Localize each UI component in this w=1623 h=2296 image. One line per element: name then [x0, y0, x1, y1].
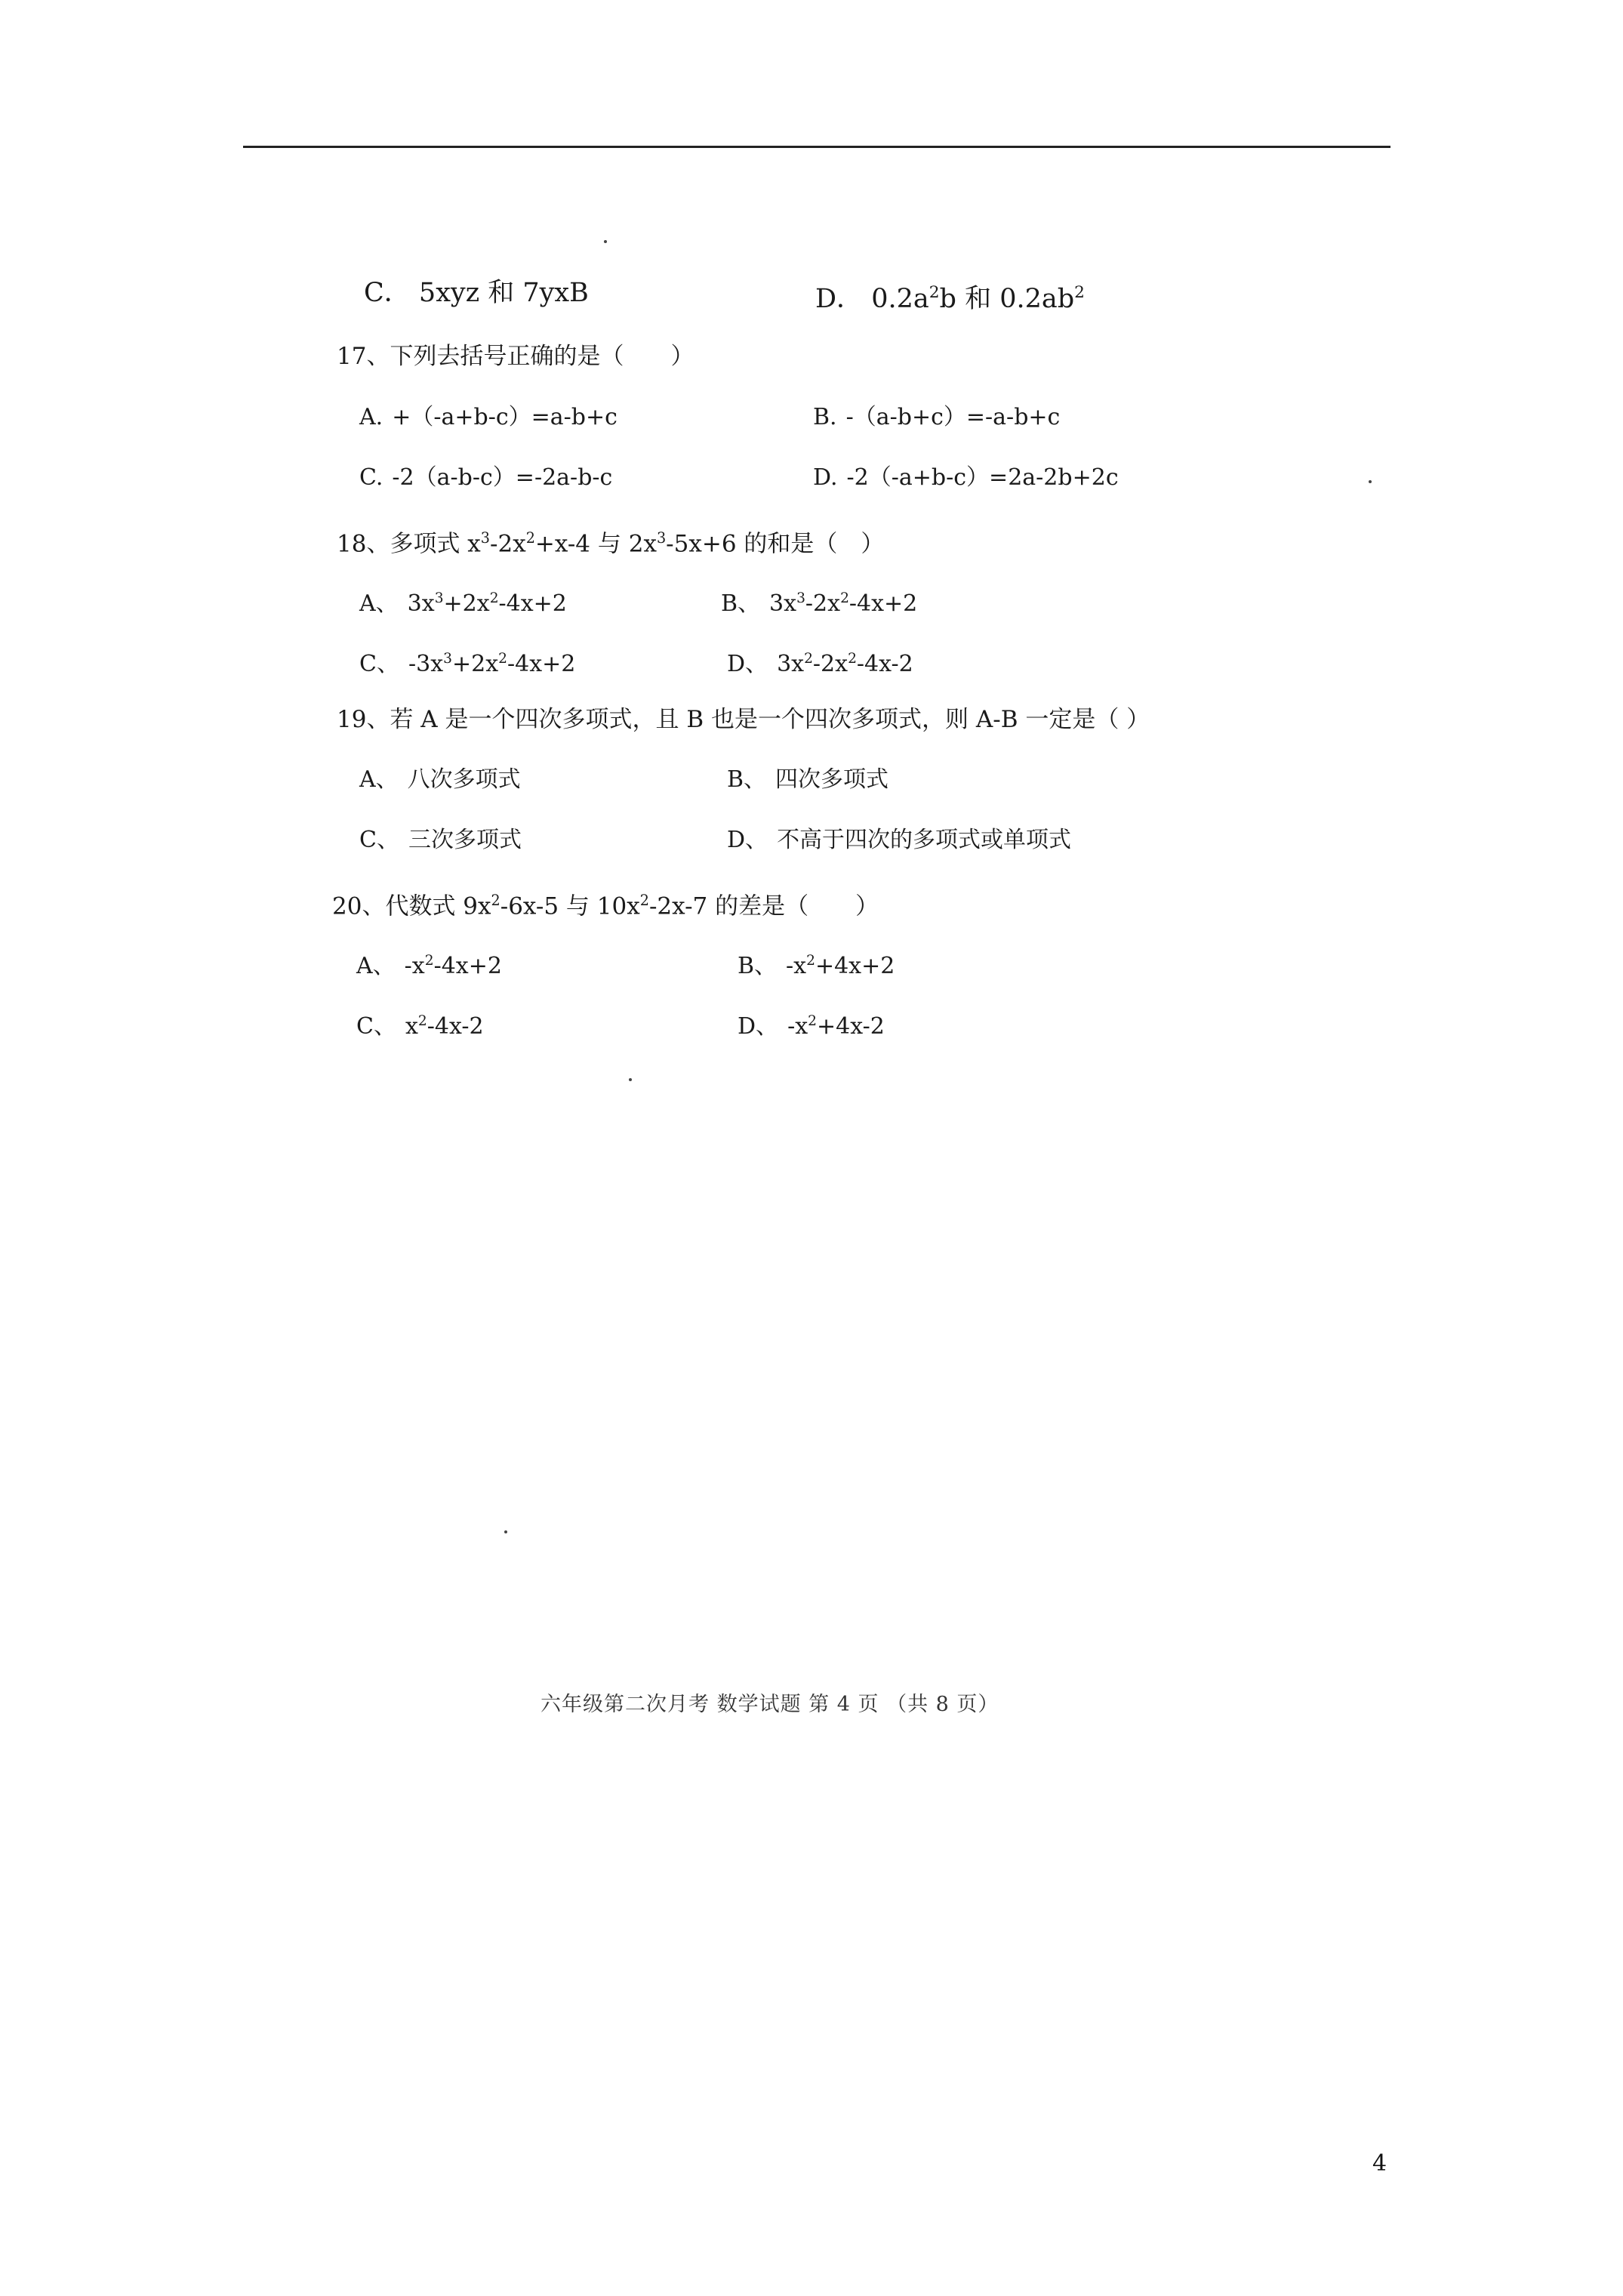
option-text: 八次多项式 [407, 766, 521, 793]
superscript: 2 [498, 651, 507, 667]
superscript: 2 [525, 529, 535, 547]
q19-stem: 19、若 A 是一个四次多项式，且 B 也是一个四次多项式，则 A-B 一定是（ ） [337, 706, 1150, 733]
option-label: A、 [356, 953, 396, 980]
option-text: +4x+2 [815, 953, 895, 980]
q19-option-d [727, 825, 1071, 855]
option-text: -4x+2 [507, 651, 576, 678]
stem-text: 20、代数式 9x [332, 892, 491, 920]
stem-text: -6x-5 与 10x [500, 892, 640, 920]
superscript: 2 [424, 953, 434, 969]
option-label: D、 [727, 827, 768, 853]
option-text: 四次多项式 [775, 766, 889, 793]
option-label: C、 [359, 651, 399, 678]
option-text: +2x [443, 590, 490, 618]
scan-speck [604, 240, 607, 243]
stem-text: +x-4 与 2x [534, 530, 657, 558]
option-label: B、 [738, 953, 778, 980]
q20-option-d [738, 1006, 885, 1042]
superscript: 2 [806, 953, 815, 969]
q17-option-c [359, 463, 612, 493]
q19-option-a [359, 765, 521, 795]
page-number: 4 [1372, 2150, 1387, 2177]
stem-text: -2x-7 的差是（ ） [648, 892, 879, 920]
superscript: 2 [840, 590, 849, 606]
superscript: 2 [1074, 283, 1085, 302]
superscript: 3 [796, 590, 805, 606]
superscript: 2 [489, 590, 499, 606]
option-text: +4x-2 [816, 1013, 885, 1040]
q19-option-c [359, 825, 522, 855]
q19-option-b [727, 765, 888, 795]
q20-option-b [738, 946, 895, 982]
option-text: -4x-2 [427, 1013, 484, 1040]
option-text: b 和 0.2ab [939, 284, 1075, 315]
q17-option-d [813, 463, 1119, 493]
option-text: -x [404, 953, 425, 980]
stem-text: -5x+6 的和是（ ） [666, 530, 885, 558]
superscript: 2 [417, 1013, 427, 1029]
option-label: D． [815, 284, 864, 315]
option-label: B、 [727, 766, 767, 793]
option-text: -x [787, 1013, 808, 1040]
option-label: A、 [359, 766, 399, 793]
option-label: C. [359, 464, 383, 491]
option-text: -2（-a+b-c）=2a-2b+2c [846, 464, 1119, 491]
q18-option-b [721, 584, 917, 619]
q17-option-b [813, 402, 1060, 433]
q18-stem [337, 523, 884, 559]
option-text: -4x+2 [498, 590, 567, 618]
option-text: 三次多项式 [408, 827, 522, 853]
superscript: 3 [480, 529, 491, 547]
option-text: -x [786, 953, 807, 980]
superscript: 2 [491, 892, 500, 909]
q18-option-a [359, 584, 567, 619]
superscript: 3 [434, 590, 444, 606]
option-text: 3x [769, 590, 797, 618]
option-text: -2x [805, 590, 841, 618]
option-label: B. [813, 404, 837, 430]
superscript: 3 [656, 529, 667, 547]
q20-stem [332, 886, 879, 922]
option-text: -2x [812, 651, 848, 678]
option-text: -（a-b+c）=-a-b+c [845, 404, 1061, 430]
option-label: D. [813, 464, 838, 491]
option-label: C． [364, 278, 411, 308]
option-text: -3x [408, 651, 444, 678]
option-text: 3x [777, 651, 805, 678]
scan-speck [629, 1078, 632, 1081]
option-text: -4x+2 [848, 590, 918, 618]
option-text: 3x [407, 590, 435, 618]
q18-option-c [359, 644, 575, 680]
option-text: 0.2a [871, 284, 929, 315]
option-label: C、 [356, 1013, 396, 1040]
option-text: +2x [451, 651, 499, 678]
superscript: 2 [808, 1013, 817, 1029]
stem-text: 18、多项式 x [337, 530, 481, 558]
option-label: D、 [738, 1013, 779, 1040]
scan-speck [504, 1530, 507, 1533]
stem-text: -2x [490, 530, 526, 558]
option-text: -4x+2 [433, 953, 502, 980]
option-text: +（-a+b-c）=a-b+c [392, 404, 617, 430]
option-label: A、 [359, 590, 399, 618]
superscript: 2 [804, 651, 813, 667]
q16-option-c [364, 278, 589, 308]
superscript: 2 [639, 892, 649, 909]
option-label: A. [359, 404, 383, 430]
option-text: x [405, 1013, 418, 1040]
q18-option-d [727, 644, 913, 680]
q17-option-a [359, 402, 617, 433]
q20-option-c [356, 1006, 484, 1042]
option-text: -4x-2 [856, 651, 913, 678]
q20-option-a [356, 946, 502, 982]
superscript: 3 [443, 651, 452, 667]
option-text: 不高于四次的多项式或单项式 [777, 827, 1072, 853]
page-footer: 六年级第二次月考 数学试题 第 4 页 （共 8 页） [540, 1693, 999, 1716]
header-rule [243, 146, 1390, 148]
q17-stem: 17、下列去括号正确的是（ ） [337, 343, 694, 370]
option-label: D、 [727, 651, 768, 678]
option-text: -2（a-b-c）=-2a-b-c [392, 464, 613, 491]
superscript: 2 [929, 283, 940, 302]
option-label: C、 [359, 827, 399, 853]
q16-option-d [815, 278, 1085, 314]
option-text: 5xyz 和 7yxB [418, 278, 589, 308]
option-label: B、 [721, 590, 761, 618]
scan-speck [1369, 480, 1372, 483]
superscript: 2 [848, 651, 857, 667]
